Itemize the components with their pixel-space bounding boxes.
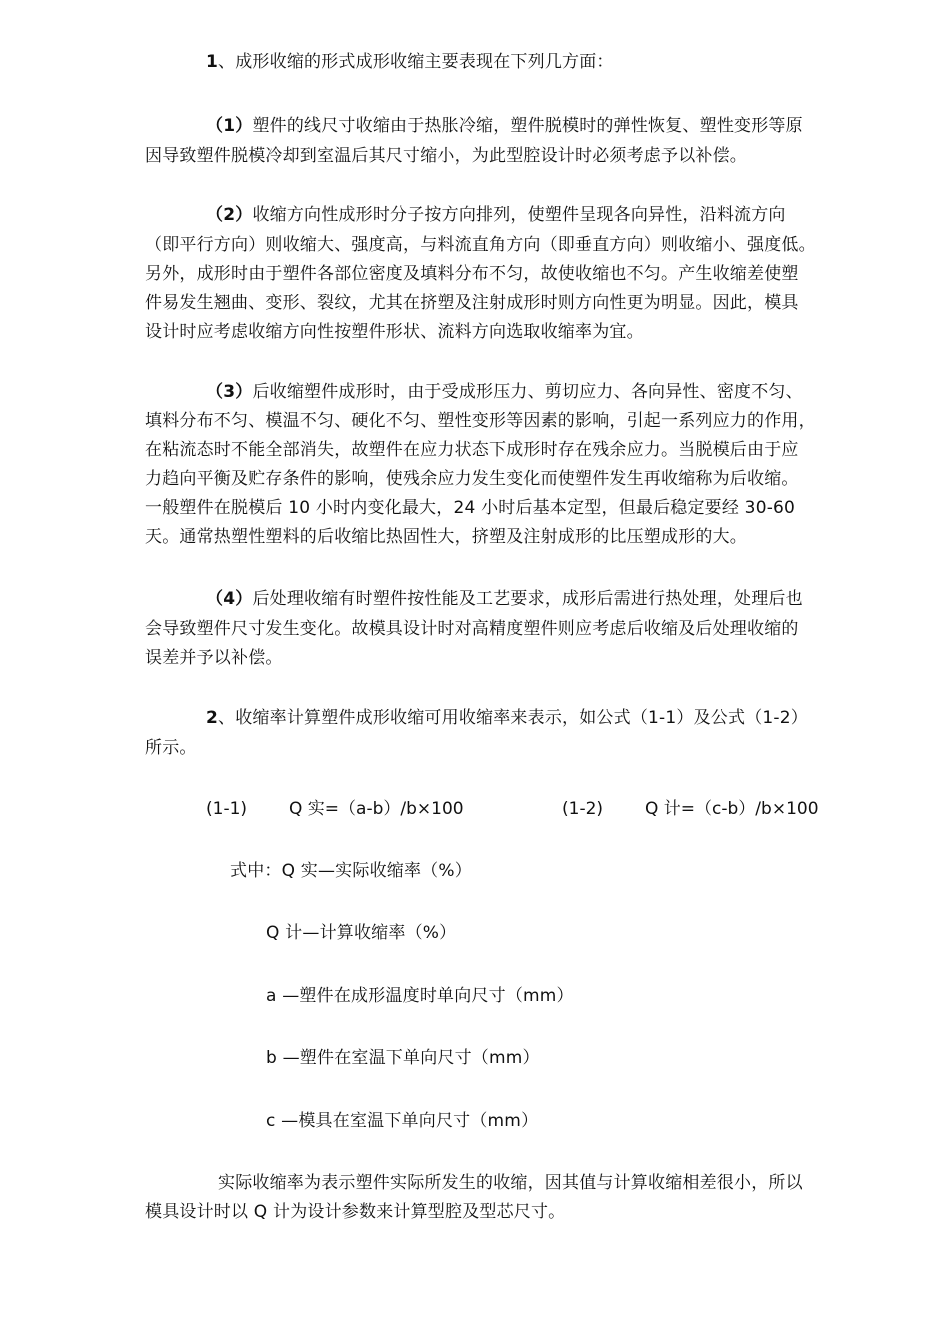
section-1-number: 1 [206, 52, 219, 72]
definition-c: c —模具在室温下单向尺寸（mm） [266, 1111, 539, 1131]
item-2-line-1 [206, 203, 786, 227]
item-3-line-6: 天。通常热塑性塑料的后收缩比热固性大，挤塑及注射成形的比压塑成形的大。 [145, 527, 747, 547]
section-2-text: 、收缩率计算塑件成形收缩可用收缩率来表示，如公式（1-1）及公式（1-2） [218, 708, 808, 728]
item-2-number: （2） [206, 205, 253, 225]
formula-2-label: (1-2) [562, 799, 604, 819]
item-3-line-5: 一般塑件在脱模后 10 小时内变化最大，24 小时后基本定型，但最后稳定要经 30-60 [145, 498, 796, 518]
item-4-line-2: 会导致塑件尺寸发生变化。故模具设计时对高精度塑件则应考虑后收缩及后处理收缩的 [145, 619, 799, 639]
item-1-text: 塑件的线尺寸收缩由于热胀冷缩，塑件脱模时的弹性恢复、塑性变形等原 [252, 116, 803, 136]
formula-where-line: 式中：Q 实—实际收缩率（%） [230, 861, 472, 881]
item-2-line-2: （即平行方向）则收缩大、强度高，与料流直角方向（即垂直方向）则收缩小、强度低。 [145, 235, 816, 255]
section-2-heading [206, 706, 808, 730]
definition-b: b —塑件在室温下单向尺寸（mm） [266, 1048, 540, 1068]
section-2-number: 2 [206, 708, 219, 728]
formula-1-expression: Q 实=（a-b）/b×100 [289, 799, 464, 819]
section-2-line-2: 所示。 [145, 738, 197, 758]
section-1-text: 、成形收缩的形式成形收缩主要表现在下列几方面： [218, 52, 614, 72]
item-4-line-3: 误差并予以补偿。 [145, 648, 283, 668]
item-1-line-1 [206, 114, 803, 138]
item-3-text: 后收缩塑件成形时，由于受成形压力、剪切应力、各向异性、密度不匀、 [252, 382, 803, 402]
item-1-number: （1） [206, 116, 253, 136]
item-4-number: （4） [206, 589, 253, 609]
definition-q-calc: Q 计—计算收缩率（%） [266, 923, 457, 943]
formula-1-label: (1-1) [206, 799, 248, 819]
definition-a: a —塑件在成形温度时单向尺寸（mm） [266, 986, 574, 1006]
item-3-line-2: 填料分布不匀、模温不匀、硬化不匀、塑性变形等因素的影响，引起一系列应力的作用， [145, 411, 816, 431]
section-1-heading [206, 50, 614, 74]
item-2-line-5: 设计时应考虑收缩方向性按塑件形状、流料方向选取收缩率为宜。 [145, 322, 644, 342]
item-2-line-4: 件易发生翘曲、变形、裂纹，尤其在挤塑及注射成形时则方向性更为明显。因此，模具 [145, 293, 799, 313]
item-2-line-3: 另外，成形时由于塑件各部位密度及填料分布不匀，故使收缩也不匀。产生收缩差使塑 [145, 264, 799, 284]
item-3-line-3: 在粘流态时不能全部消失，故塑件在应力状态下成形时存在残余应力。当脱模后由于应 [145, 440, 799, 460]
item-3-number: （3） [206, 382, 253, 402]
item-4-line-1 [206, 587, 803, 611]
formula-2-expression: Q 计=（c-b）/b×100 [645, 799, 819, 819]
item-1-line-2: 因导致塑件脱模冷却到室温后其尺寸缩小，为此型腔设计时必须考虑予以补偿。 [145, 146, 747, 166]
item-2-text: 收缩方向性成形时分子按方向排列，使塑件呈现各向异性，沿料流方向 [252, 205, 786, 225]
item-4-text: 后处理收缩有时塑件按性能及工艺要求，成形后需进行热处理，处理后也 [252, 589, 803, 609]
item-3-line-4: 力趋向平衡及贮存条件的影响，使残余应力发生变化而使塑件发生再收缩称为后收缩。 [145, 469, 799, 489]
item-3-line-1 [206, 380, 803, 404]
closing-line-1: 实际收缩率为表示塑件实际所发生的收缩，因其值与计算收缩相差很小，所以 [218, 1173, 803, 1193]
closing-line-2: 模具设计时以 Q 计为设计参数来计算型腔及型芯尺寸。 [145, 1202, 566, 1222]
